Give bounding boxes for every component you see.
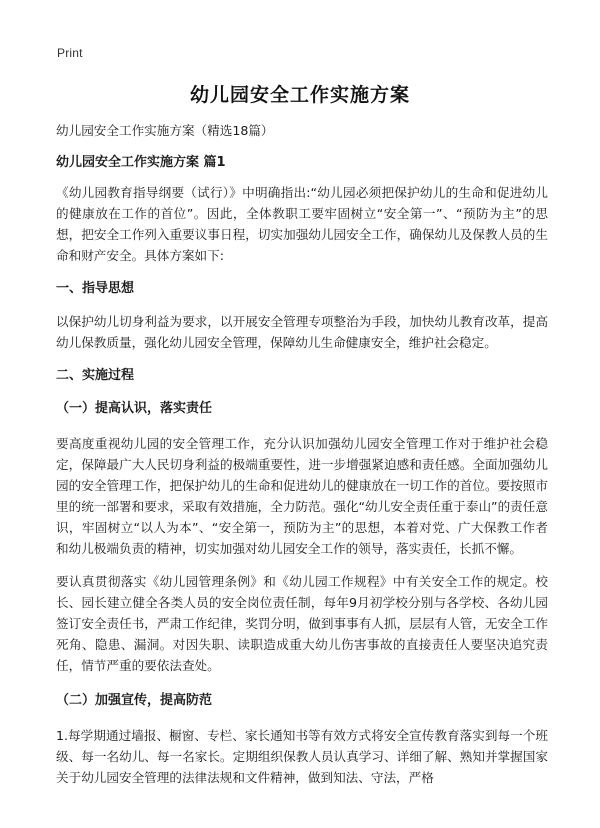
subsection-heading-2: （二）加强宣传，提高防范 [56,693,213,708]
subsection-2-paragraph-1: 1.每学期通过墙报、橱窗、专栏、家长通知书等有效方式将安全宣传教育落实到每一个班级、每一名幼儿、每一名家长。定期组织保教人员认真学习、详细了解、熟知并掌握国家关于幼儿园安全管理的法律法规和文件精神，做到知法、守法，严格 [56,728,548,785]
subsection-1-paragraph-1: 要高度重视幼儿园的安全管理工作，充分认识加强幼儿园安全管理工作对于维护社会稳定，保障最广大人民切身利益的极端重要性，进一步增强紧迫感和责任感。全面加强幼儿园的安全管理工作，把保护幼儿的生命和促进幼儿的健康放在一切工作的首位。要按照市里的统一部署和要求，采取有效措施，全力防范。强化“幼儿安全责任重于泰山”的责任意识，牢固树立“以人为本”、“安全第一，预防为主”的思想，本着对党、广大保教工作者和幼儿极端负责的精神，切实加强对幼儿园安全工作的领导，落实责任，长抓不懈。 [56,436,548,556]
page-title: 幼儿园安全工作实施方案 [189,84,410,106]
intro-paragraph: 《幼儿园教育指导纲要（试行）》中明确指出:“幼儿园必须把保护幼儿的生命和促进幼儿的健康放在工作的首位”。因此，全体教职工要牢固树立“安全第一”、“预防为主”的思想，把安全工作列入重要议事日程，切实加强幼儿园安全工作，确保幼儿及保教人员的生命和财产安全。具体方案如下: [56,185,548,263]
section-heading-process: 二、实施过程 [56,368,135,383]
subsection-heading-1: （一）提高认识，落实责任 [56,401,213,416]
document-subtitle: 幼儿园安全工作实施方案（精选18篇） [56,123,274,138]
chapter-heading: 幼儿园安全工作实施方案 篇1 [56,155,226,170]
subsection-1-paragraph-2: 要认真贯彻落实《幼儿园管理条例》和《幼儿园工作规程》中有关安全工作的规定。校长、园长建立健全各类人员的安全岗位责任制，每年9月初学校分别与各学校、各幼儿园签订安全责任书，严肃工作纪律，奖罚分明，做到事事有人抓，层层有人管，无安全工作死角、隐患、漏洞。对因失职、读职造成重大幼儿伤害事故的直接责任人要坚决追究责任，情节严重的要依法查处。 [56,574,548,673]
print-label[interactable]: Print [57,46,83,60]
document-body [56,120,548,788]
section-heading-guiding: 一、指导思想 [56,281,135,296]
guiding-paragraph: 以保护幼儿切身利益为要求，以开展安全管理专项整治为手段，加快幼儿教育改革，提高幼儿保教质量，强化幼儿园安全管理，保障幼儿生命健康安全，维护社会稳定。 [56,314,548,350]
